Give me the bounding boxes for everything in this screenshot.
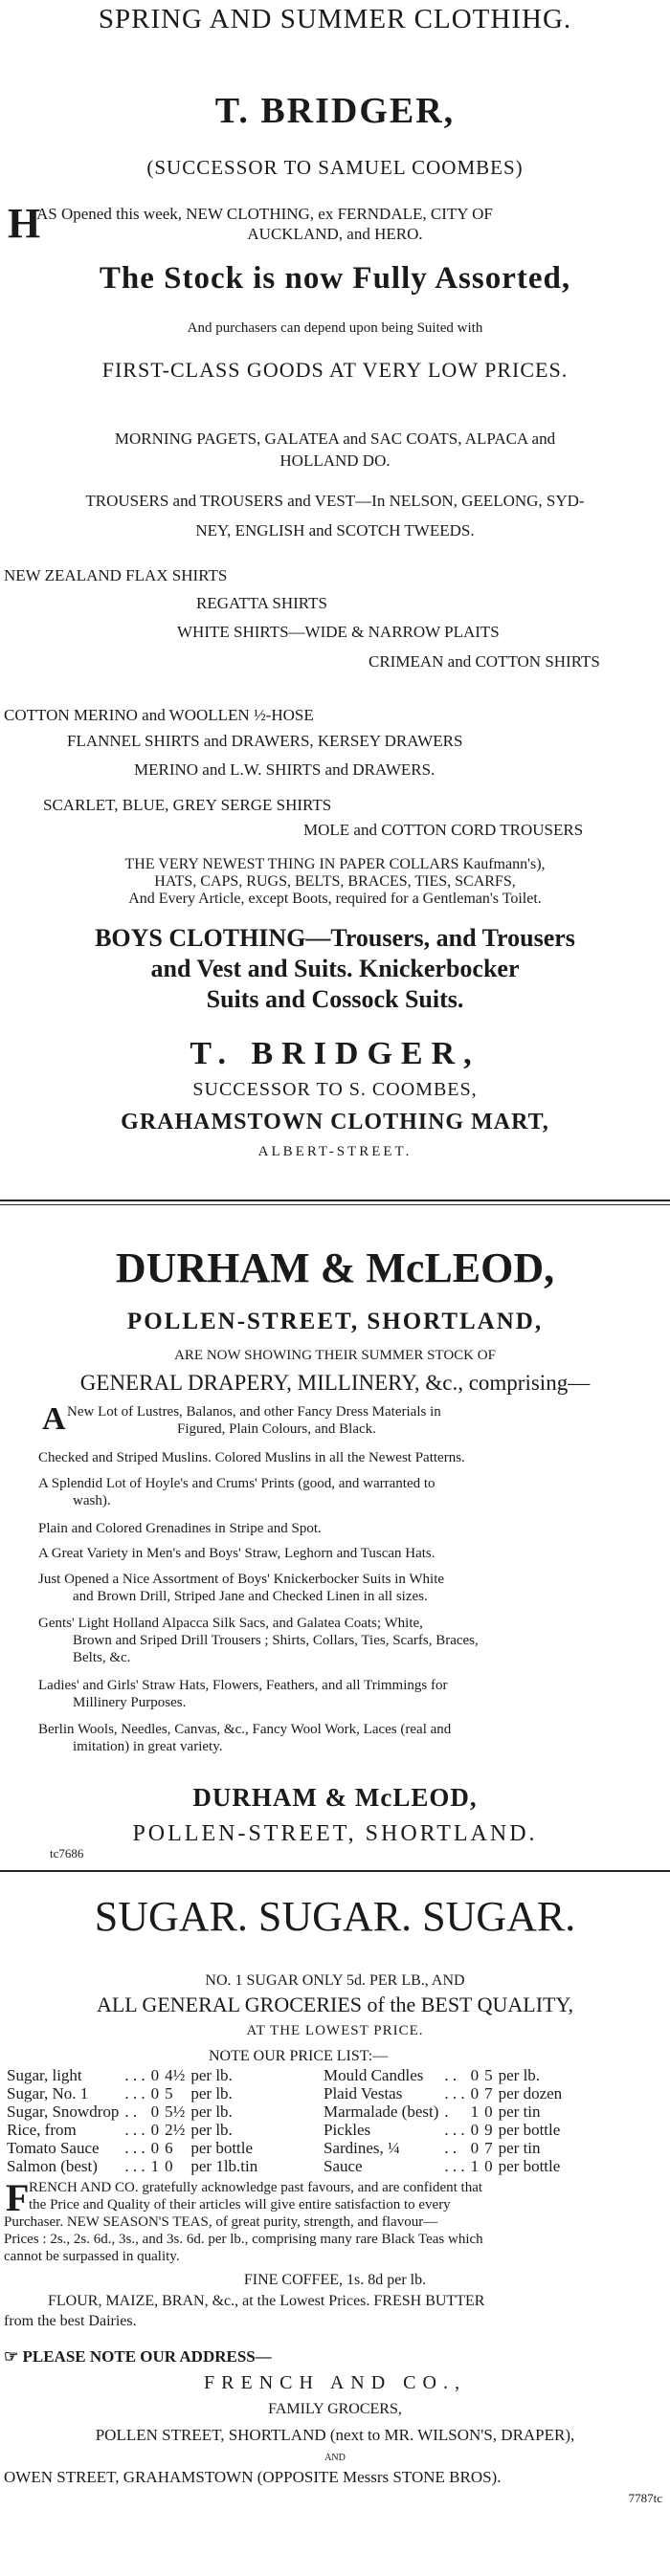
drop-cap-f: F [6, 2176, 30, 2219]
price-pence: 4½ [165, 2066, 186, 2084]
price-unit: per lb. [190, 2084, 233, 2103]
price-item: Tomato Sauce [7, 2139, 100, 2157]
french-flour: FLOUR, MAIZE, BRAN, &c., at the Lowest Prices. FRESH BUTTER [48, 2293, 485, 2309]
durham-item-ladies-line2: Millinery Purposes. [73, 1695, 187, 1710]
durham-item-gents-line3: Belts, &c. [73, 1650, 131, 1665]
price-leader-dots: . . . [444, 2084, 465, 2103]
price-table-left [4, 2066, 260, 2175]
french-acknowledge-line3: Purchaser. NEW SEASON'S TEAS, of great purity, strength, and flavour— [4, 2214, 438, 2230]
price-unit: per lb. [190, 2121, 233, 2139]
price-row [4, 2066, 260, 2084]
price-table-right [321, 2066, 565, 2175]
durham-item-lustres-line1: New Lot of Lustres, Balanos, and other Fancy Dress Materials in [67, 1404, 441, 1420]
price-leader-dots: . . [444, 2066, 458, 2084]
price-row [321, 2121, 565, 2139]
french-dairies: from the best Dairies. [4, 2313, 137, 2329]
price-shillings: 0 [150, 2084, 160, 2103]
bridger-crimean-shirts: CRIMEAN and COTTON SHIRTS [368, 652, 600, 671]
durham-item-ladies-line1: Ladies' and Girls' Straw Hats, Flowers, Feathers, and all Trimmings for [38, 1678, 448, 1693]
price-row [321, 2084, 565, 2103]
price-pence: 5½ [165, 2103, 186, 2121]
price-item: Mould Candles [324, 2066, 424, 2084]
drop-cap-h: H [8, 200, 41, 247]
price-list-left [4, 2066, 260, 2175]
durham-title: DURHAM & McLEOD, [115, 1244, 555, 1291]
price-unit: per lb. [498, 2066, 541, 2084]
durham-item-gents-line2: Brown and Sriped Drill Trousers ; Shirts, Collars, Ties, Scarfs, Braces, [73, 1633, 479, 1648]
durham-item-berlin-line2: imitation) in great variety. [73, 1739, 223, 1754]
bridger-purchasers: And purchasers can depend upon being Suited with [187, 320, 483, 336]
price-unit: per dozen [498, 2084, 563, 2103]
bridger-newest-line2: HATS, CAPS, RUGS, BELTS, BRACES, TIES, SCARFS, [154, 873, 516, 890]
bridger-boys-line1: BOYS CLOTHING—Trousers, and Trousers [95, 924, 575, 952]
sugar-groceries: ALL GENERAL GROCERIES of the BEST QUALITY, [96, 1993, 574, 2016]
price-list-heading: NOTE OUR PRICE LIST:— [209, 2048, 389, 2064]
price-pence: 0 [484, 2103, 493, 2121]
durham-showing: ARE NOW SHOWING THEIR SUMMER STOCK OF [174, 1348, 496, 1363]
french-pollen-street: POLLEN STREET, SHORTLAND (next to MR. WILSON'S, DRAPER), [95, 2426, 575, 2444]
price-item: Salmon (best) [7, 2157, 98, 2175]
price-unit: per lb. [190, 2103, 233, 2121]
french-family-grocers: FAMILY GROCERS, [268, 2401, 402, 2417]
price-shillings: 1 [470, 2157, 480, 2175]
price-shillings: 0 [470, 2066, 480, 2084]
sugar-no1: NO. 1 SUGAR ONLY 5d. PER LB., AND [205, 1972, 465, 1989]
price-shillings: 0 [150, 2121, 160, 2139]
price-row [321, 2157, 565, 2175]
durham-item-lustres-line2: Figured, Plain Colours, and Black. [177, 1421, 376, 1437]
price-pence: 7 [484, 2139, 493, 2157]
bridger-newest-line1: THE VERY NEWEST THING IN PAPER COLLARS Kaufmann's), [124, 856, 546, 872]
bridger-trousers-line1: TROUSERS and TROUSERS and VEST—In NELSON, GEELONG, SYD- [85, 492, 585, 510]
french-acknowledge-line1: RENCH AND CO. gratefully acknowledge past favours, and are confident that [29, 2180, 483, 2195]
price-pence: 5 [484, 2066, 493, 2084]
price-leader-dots: . . . [124, 2157, 145, 2175]
bridger-boys-line3: Suits and Cossock Suits. [206, 985, 464, 1013]
durham-item-hats: A Great Variety in Men's and Boys' Straw, Leghorn and Tuscan Hats. [38, 1546, 436, 1561]
price-leader-dots: . . . [124, 2121, 145, 2139]
drop-cap-a: A [42, 1401, 66, 1437]
price-item: Marmalade (best) [324, 2103, 439, 2121]
price-item: Plaid Vestas [324, 2084, 403, 2103]
durham-item-berlin-line1: Berlin Wools, Needles, Canvas, &c., Fancy Wool Work, Laces (real and [38, 1722, 452, 1737]
price-row [321, 2066, 565, 2084]
price-row [4, 2121, 260, 2139]
price-leader-dots: . . [124, 2103, 138, 2121]
durham-general-drapery: GENERAL DRAPERY, MILLINERY, &c., comprising— [79, 1371, 591, 1395]
french-acknowledge-line2: the Price and Quality of their articles will give entire satisfaction to every [29, 2197, 451, 2213]
price-shillings: 0 [150, 2103, 160, 2121]
bridger-newest-line3: And Every Article, except Boots, required for a Gentleman's Toilet. [128, 891, 542, 907]
divider-rule [0, 1870, 670, 1872]
price-pence: 2½ [165, 2121, 186, 2139]
divider-rule [0, 1200, 670, 1201]
durham-item-grenadines: Plain and Colored Grenadines in Stripe and Spot. [38, 1521, 322, 1536]
bridger-opened-line2: AUCKLAND, and HERO. [247, 225, 423, 243]
price-unit: per bottle [190, 2139, 254, 2157]
price-item: Sugar, light [7, 2066, 82, 2084]
price-leader-dots: . . . [124, 2066, 145, 2084]
durham-street: POLLEN-STREET, SHORTLAND, [126, 1309, 544, 1334]
price-shillings: 0 [470, 2121, 480, 2139]
price-unit: per tin [498, 2103, 541, 2121]
price-item: Sauce [324, 2157, 363, 2175]
durham-item-prints-line2: wash). [73, 1493, 111, 1508]
price-row [321, 2103, 565, 2121]
price-unit: per bottle [498, 2121, 561, 2139]
french-firm-name: FRENCH AND CO., [204, 2372, 466, 2393]
bridger-boys-line2: and Vest and Suits. Knickerbocker [150, 955, 520, 982]
durham-signature-street: POLLEN-STREET, SHORTLAND. [132, 1821, 538, 1846]
bridger-title: SPRING AND SUMMER CLOTHIHG. [98, 4, 572, 34]
bridger-name: T. BRIDGER, [214, 91, 456, 131]
sugar-lowest-price: AT THE LOWEST PRICE. [246, 2023, 424, 2038]
bridger-first-class: FIRST-CLASS GOODS AT VERY LOW PRICES. [101, 358, 569, 382]
bridger-morning-line1: MORNING PAGETS, GALATEA and SAC COATS, ALPACA and [114, 429, 556, 448]
price-unit: per 1lb.tin [190, 2157, 258, 2175]
price-leader-dots: . [444, 2103, 449, 2121]
price-row [321, 2139, 565, 2157]
bridger-mole-trousers: MOLE and COTTON CORD TROUSERS [303, 821, 584, 839]
bridger-flannel-shirts: FLANNEL SHIRTS and DRAWERS, KERSEY DRAWERS [67, 732, 463, 750]
french-reference: 7787tc [628, 2491, 662, 2505]
french-and: AND [324, 2453, 346, 2463]
bridger-successor: (SUCCESSOR TO SAMUEL COOMBES) [146, 156, 524, 179]
french-acknowledge-line5: cannot be surpassed in quality. [4, 2249, 180, 2264]
french-owen-street: OWEN STREET, GRAHAMSTOWN (OPPOSITE Messrs STONE BROS). [4, 2468, 502, 2486]
price-leader-dots: . . . [444, 2157, 465, 2175]
french-coffee: FINE COFFEE, 1s. 8d per lb. [243, 2272, 427, 2288]
bridger-merino-hose: COTTON MERINO and WOOLLEN ½-HOSE [4, 706, 314, 724]
french-note-address: ☞ PLEASE NOTE OUR ADDRESS— [4, 2347, 272, 2366]
durham-signature-name: DURHAM & McLEOD, [192, 1783, 478, 1812]
bridger-regatta-shirts: REGATTA SHIRTS [196, 594, 327, 612]
price-shillings: 0 [150, 2139, 160, 2157]
bridger-trousers-line2: NEY, ENGLISH and SCOTCH TWEEDS. [195, 521, 475, 539]
price-item: Sardines, ¼ [324, 2139, 400, 2157]
price-item: Pickles [324, 2121, 371, 2139]
price-pence: 0 [484, 2157, 493, 2175]
durham-reference: tc7686 [50, 1846, 84, 1860]
price-shillings: 1 [470, 2103, 480, 2121]
price-shillings: 0 [470, 2139, 480, 2157]
price-leader-dots: . . . [124, 2139, 145, 2157]
bridger-clothing-mart: GRAHAMSTOWN CLOTHING MART, [121, 1110, 549, 1134]
price-pence: 9 [484, 2121, 493, 2139]
price-item: Sugar, Snowdrop [7, 2103, 120, 2121]
price-leader-dots: . . . [444, 2121, 465, 2139]
price-shillings: 0 [470, 2084, 480, 2103]
bridger-merino-lw: MERINO and L.W. SHIRTS and DRAWERS. [134, 760, 436, 779]
divider-rule [0, 1204, 670, 1205]
bridger-flax-shirts: NEW ZEALAND FLAX SHIRTS [4, 566, 228, 584]
price-pence: 7 [484, 2084, 493, 2103]
price-list-right [321, 2066, 565, 2175]
price-row [4, 2084, 260, 2103]
bridger-signature-name: T. BRIDGER, [190, 1036, 480, 1071]
bridger-morning-line2: HOLLAND DO. [279, 451, 391, 470]
price-row [4, 2103, 260, 2121]
price-leader-dots: . . [444, 2139, 458, 2157]
bridger-white-shirts: WHITE SHIRTS—WIDE & NARROW PLAITS [177, 623, 500, 641]
french-acknowledge-line4: Prices : 2s., 2s. 6d., 3s., and 3s. 6d. per lb., comprising many rare Black Teas which [4, 2232, 483, 2247]
price-unit: per tin [498, 2139, 541, 2157]
bridger-opened-line1: AS Opened this week, NEW CLOTHING, ex FERNDALE, CITY OF [36, 205, 493, 223]
bridger-signature-successor: SUCCESSOR TO S. COOMBES, [192, 1079, 478, 1100]
durham-item-gents-line1: Gents' Light Holland Alpacca Silk Sacs, and Galatea Coats; White, [38, 1616, 423, 1631]
bridger-street: ALBERT-STREET. [257, 1144, 413, 1159]
price-pence: 6 [165, 2139, 173, 2157]
price-shillings: 0 [150, 2066, 160, 2084]
price-pence: 0 [165, 2157, 173, 2175]
durham-item-knickerbocker-line1: Just Opened a Nice Assortment of Boys' Knickerbocker Suits in White [38, 1572, 445, 1587]
price-unit: per bottle [498, 2157, 561, 2175]
price-leader-dots: . . . [124, 2084, 145, 2103]
price-item: Sugar, No. 1 [7, 2084, 89, 2103]
sugar-title: SUGAR. SUGAR. SUGAR. [94, 1893, 576, 1940]
price-shillings: 1 [150, 2157, 160, 2175]
price-row [4, 2157, 260, 2175]
price-item: Rice, from [7, 2121, 77, 2139]
price-unit: per lb. [190, 2066, 233, 2084]
durham-item-knickerbocker-line2: and Brown Drill, Striped Jane and Checked Linen in all sizes. [73, 1589, 428, 1604]
bridger-stock-headline: The Stock is now Fully Assorted, [99, 261, 571, 296]
price-pence: 5 [165, 2084, 173, 2103]
durham-item-muslins: Checked and Striped Muslins. Colored Muslins in all the Newest Patterns. [38, 1450, 465, 1465]
price-row [4, 2139, 260, 2157]
bridger-serge-shirts: SCARLET, BLUE, GREY SERGE SHIRTS [43, 796, 332, 814]
durham-item-prints-line1: A Splendid Lot of Hoyle's and Crums' Prints (good, and warranted to [38, 1476, 436, 1491]
